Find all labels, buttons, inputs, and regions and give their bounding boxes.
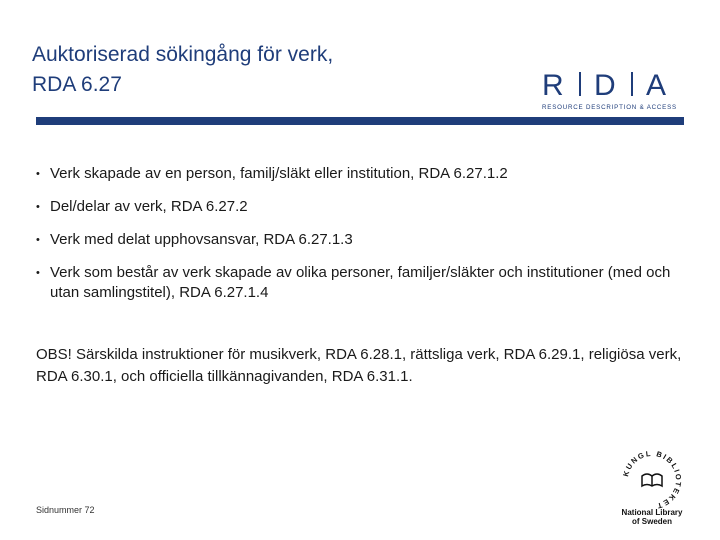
title-line-1: Auktoriserad sökingång för verk, — [32, 43, 334, 66]
bullet-list — [36, 164, 676, 316]
rda-letter-a: A — [646, 69, 667, 102]
title-line-2: RDA 6.27 — [32, 73, 122, 96]
list-item: • Verk med delat upphovsansvar, RDA 6.27.1.3 — [36, 230, 676, 250]
list-item: • Verk skapade av en person, familj/släkt eller institution, RDA 6.27.1.2 — [36, 164, 676, 184]
book-icon — [642, 474, 662, 486]
logo-caption-line-2: of Sweden — [631, 517, 672, 526]
slide-number: Sidnummer 72 — [36, 505, 95, 515]
list-item: • Verk som består av verk skapade av olika personer, familjer/släkter och institutioner (med och utan samlingstitel), RDA 6.27.1.4 — [36, 263, 676, 303]
logo-ring-text-path: KUNGL BIBLIOTEKET — [621, 448, 684, 511]
obs-note: OBS! Särskilda instruktioner för musikverk, RDA 6.28.1, rättsliga verk, RDA 6.29.1, religiösa verk, RDA 6.30.1, och officiella tillkännagivanden, RDA 6.31.1. — [36, 346, 682, 385]
rda-letter-r: R — [542, 69, 564, 102]
rda-logo — [536, 66, 686, 114]
slide-title — [32, 40, 472, 100]
title-rule — [36, 117, 684, 125]
rda-letter-d: D — [594, 69, 616, 102]
list-item: • Del/delar av verk, RDA 6.27.2 — [36, 197, 676, 217]
rda-tagline: RESOURCE DESCRIPTION & ACCESS — [542, 104, 677, 111]
logo-caption — [612, 508, 692, 526]
logo-caption-line-1: National Library — [621, 508, 683, 517]
